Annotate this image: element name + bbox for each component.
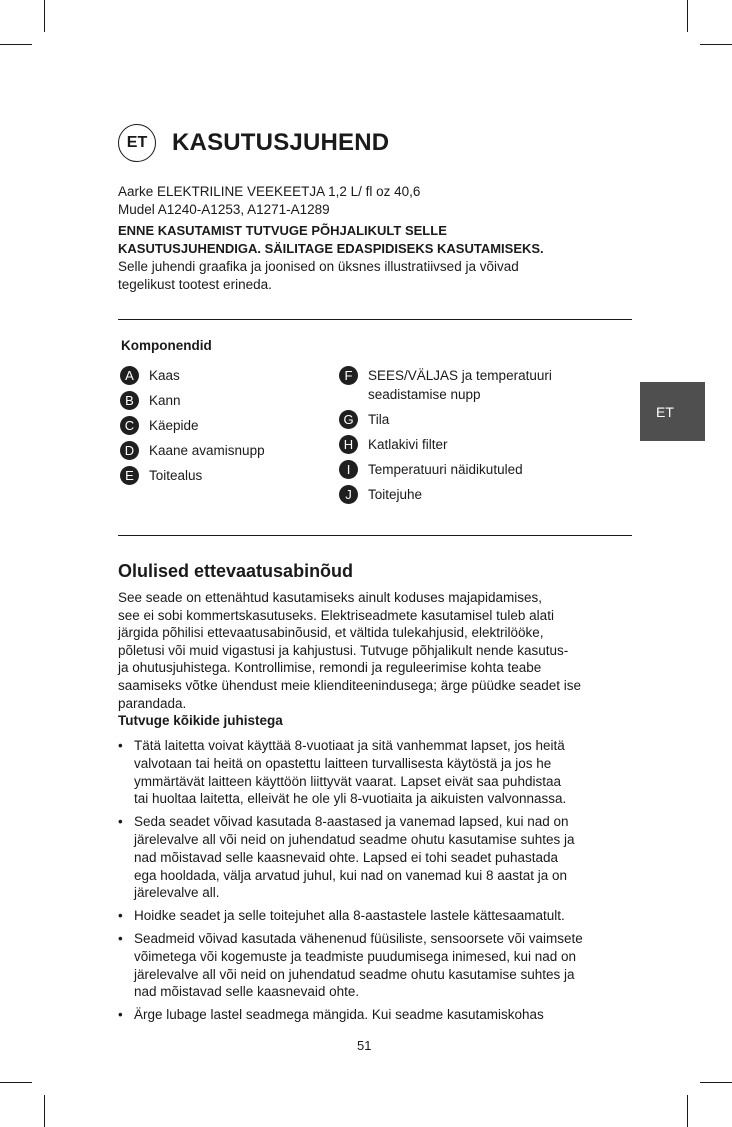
illustration-note: Selle juhendi graafika ja joonised on üksnes illustratiivsed ja võivad (118, 259, 519, 274)
bullet-line: • Tätä laitetta voivat käyttää 8-vuotiaat ja sitä vanhemmat lapset, jos heitä (134, 738, 565, 753)
page-header (118, 124, 389, 162)
component-item (120, 416, 265, 435)
list-item (118, 813, 628, 902)
bullet-line: ega hooldada, välja arvatud juhul, kui nad on vanemad kui 8 aastat ja on (134, 867, 568, 883)
language-side-tab: ET (640, 382, 705, 441)
crop-mark (700, 44, 732, 45)
component-label: Kaas (149, 368, 180, 383)
instructions-subheading: Tutvuge kõikide juhistega (118, 713, 283, 728)
safety-bullet-list (118, 737, 628, 1029)
divider (118, 319, 632, 320)
components-heading: Komponendid (121, 338, 212, 353)
letter-badge: F (339, 366, 358, 385)
paragraph-line: järgida põhilisi ettevaatusabinõusid, et vältida tulekahjusid, elektrilööke, (118, 625, 544, 641)
paragraph-line: põletusi või muid vigastusi ja kahjustusi. Tutvuge põhjalikult nende kasutus- (118, 642, 569, 658)
component-label: Katlakivi filter (368, 437, 448, 452)
component-label (368, 366, 578, 404)
component-label-line: seadistamise nupp (368, 387, 481, 402)
safety-paragraph (118, 589, 626, 712)
component-item (339, 435, 578, 454)
component-label: Temperatuuri näidikutuled (368, 462, 523, 477)
page-title: KASUTUSJUHEND (172, 129, 390, 156)
letter-badge: H (339, 435, 358, 454)
bullet-line: tai huoltaa laitetta, elleivät he ole yli 8-vuotiaita ja aikuisten valvonnassa. (134, 791, 567, 807)
divider (118, 535, 632, 536)
model-numbers: Mudel A1240-A1253, A1271-A1289 (118, 202, 330, 217)
bullet-line: võimetega või kogemuste ja teadmiste puudumisega inimesed, kui nad on (134, 948, 577, 964)
crop-mark (687, 1095, 688, 1127)
crop-mark (687, 0, 688, 32)
paragraph-line: parandada. (118, 695, 187, 711)
letter-badge: G (339, 410, 358, 429)
component-item (339, 366, 578, 404)
component-label: Tila (368, 412, 390, 427)
component-item (339, 460, 578, 479)
warning-line: ENNE KASUTAMIST TUTVUGE PÕHJALIKULT SELLE (118, 223, 447, 238)
components-list-left (120, 366, 265, 491)
crop-mark (0, 1082, 32, 1083)
components-list-right (339, 366, 578, 510)
product-name: Aarke ELEKTRILINE VEEKEETJA 1,2 L/ fl oz 40,6 (118, 184, 421, 199)
bullet-line: ymmärtävät laitteen käyttöön liittyvät vaarat. Lapset eivät saa puhdistaa (134, 773, 561, 789)
paragraph-line: See seade on ettenähtud kasutamiseks ainult koduses majapidamises, (118, 590, 543, 605)
component-item (120, 391, 265, 410)
bullet-line: järelevalve all või neid on juhendatud seadme ohutu kasutamise suhtes ja (134, 966, 575, 982)
crop-mark (0, 44, 32, 45)
list-item (118, 737, 628, 808)
page-number: 51 (357, 1038, 372, 1053)
component-label-line: SEES/VÄLJAS ja temperatuuri (368, 368, 552, 383)
letter-badge: C (120, 416, 139, 435)
component-item (339, 485, 578, 504)
intro-block (118, 183, 638, 294)
bullet-line: • Seda seadet võivad kasutada 8-aastased ja vanemad lapsed, kui nad on (134, 814, 569, 830)
illustration-note: tegelikust tootest erineda. (118, 277, 272, 292)
bullet-line: nad mõistavad selle kaasnevaid ohte. Lapsed ei tohi seadet puhastada (134, 849, 559, 865)
warning-line: KASUTUSJUHENDIGA. SÄILITAGE EDASPIDISEKS KASUTAMISEKS. (118, 241, 544, 256)
bullet-line: • Ärge lubage lastel seadmega mängida. Kui seadme kasutamiskohas (134, 1007, 544, 1023)
list-item (118, 930, 628, 1001)
paragraph-line: saamiseks võtke ühendust meie klienditeenindusega; ärge püüdke seadet ise (118, 677, 582, 693)
bullet-line: • Hoidke seadet ja selle toitejuhet alla 8-aastastele lastele kättesaamatult. (134, 908, 565, 924)
list-item (118, 1006, 628, 1024)
component-item (120, 466, 265, 485)
bullet-line: • Seadmeid võivad kasutada vähenenud füüsiliste, sensoorsete või vaimsete (134, 930, 583, 946)
component-item (339, 410, 578, 429)
safety-heading: Olulised ettevaatusabinõud (118, 561, 354, 581)
letter-badge: B (120, 391, 139, 410)
letter-badge: A (120, 366, 139, 385)
language-code-badge: ET (118, 124, 156, 162)
component-label: Käepide (149, 418, 199, 433)
crop-mark (44, 0, 45, 32)
crop-mark (44, 1095, 45, 1127)
letter-badge: J (339, 485, 358, 504)
component-item (120, 366, 265, 385)
component-label: Kann (149, 393, 181, 408)
paragraph-line: ja ohutusjuhistega. Kontrollimise, remondi ja reguleerimise kohta teabe (118, 660, 542, 676)
letter-badge: I (339, 460, 358, 479)
bullet-line: järelevalve all. (134, 885, 220, 901)
crop-mark (700, 1082, 732, 1083)
paragraph-line: see ei sobi kommertskasutuseks. Elektriseadmete kasutamisel tuleb alati (118, 607, 554, 623)
component-label: Toitejuhe (368, 487, 423, 502)
letter-badge: E (120, 466, 139, 485)
component-label: Kaane avamisnupp (149, 443, 265, 458)
component-item (120, 441, 265, 460)
list-item (118, 907, 628, 925)
bullet-line: nad mõistavad selle kaasnevaid ohte. (134, 984, 360, 1000)
bullet-line: valvotaan tai heitä on opastettu laitteen turvallisesta käytöstä ja jos he (134, 755, 552, 771)
bullet-line: järelevalve all või neid on juhendatud seadme ohutu kasutamise suhtes ja (134, 831, 575, 847)
component-label: Toitealus (149, 468, 203, 483)
letter-badge: D (120, 441, 139, 460)
